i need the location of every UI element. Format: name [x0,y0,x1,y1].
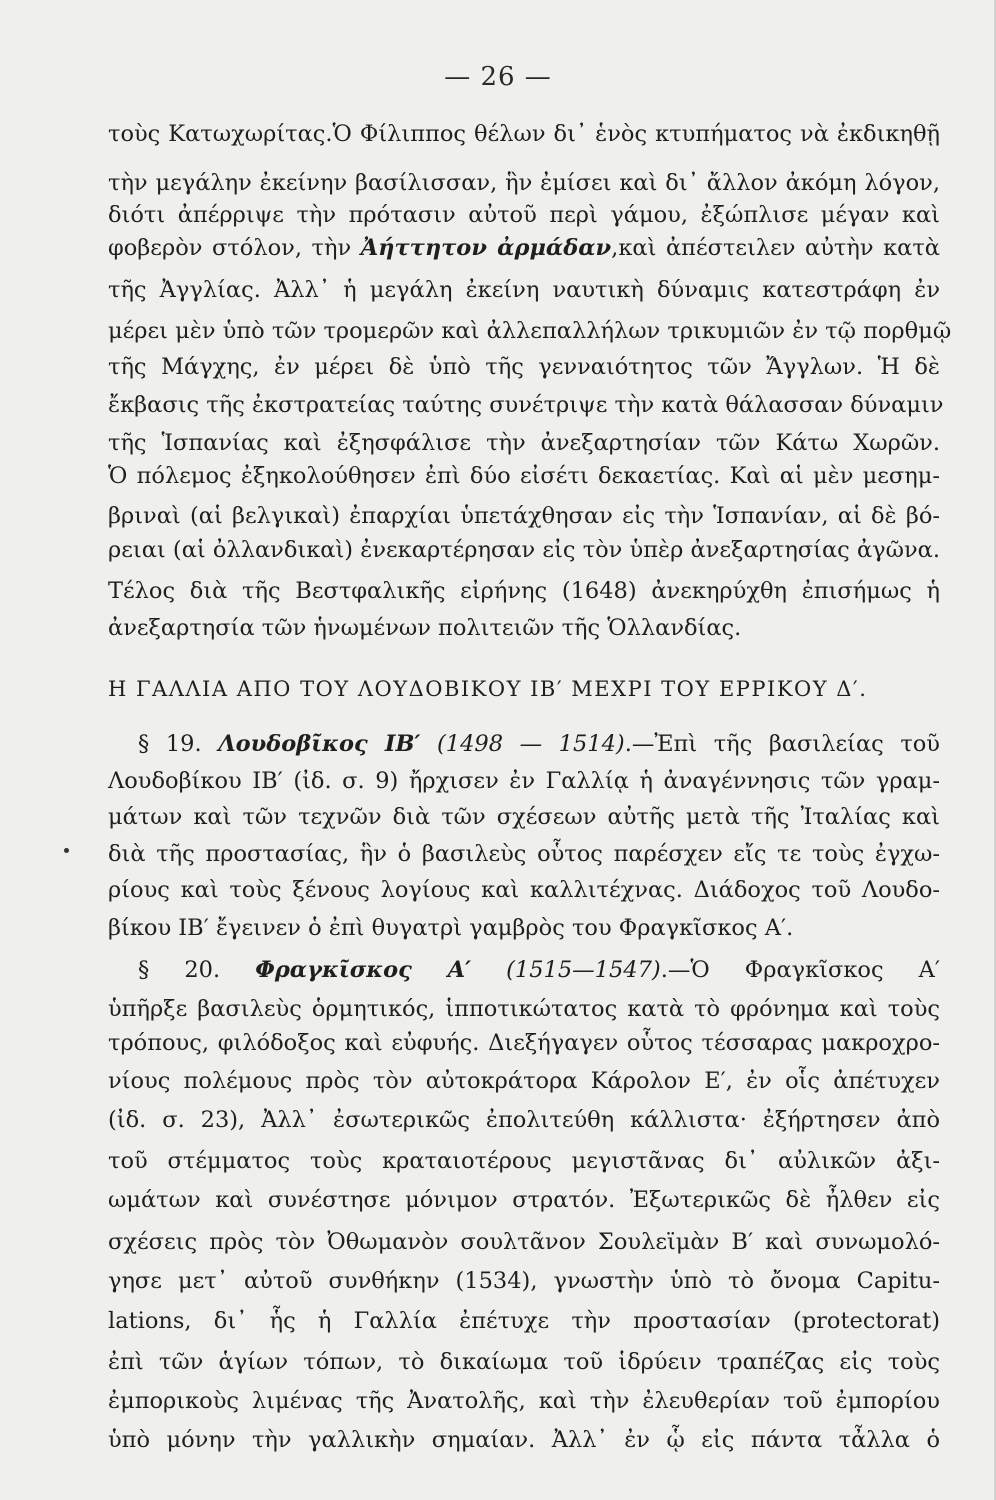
text-line: ἀνεξαρτησία τῶν ἡνωμένων πολιτειῶν τῆς Ὁλλανδίας. [108,615,742,641]
text-line: τοῦ στέμματος τοὺς κραταιοτέρους μεγιστᾶνας δι᾽ αὐλικῶν ἀξι- [108,1148,940,1174]
text-fragment: .—Ὁ Φραγκῖσκος Α′ [660,957,940,983]
text-line: Λουδοβίκου ΙΒ′ (ἰδ. σ. 9) ἤρχισεν ἐν Γαλλίᾳ ἡ ἀναγέννησις τῶν γραμ- [108,768,940,794]
margin-dot [64,848,69,853]
text-line: τὴν μεγάλην ἐκείνην βασίλισσαν, ἣν ἐμίσει καὶ δι᾽ ἄλλον ἀκόμη λόγον, [108,170,940,196]
text-line: διὰ τῆς προστασίας, ἣν ὁ βασιλεὺς οὗτος παρέσχεν εἴς τε τοὺς ἐγχω- [108,841,940,867]
text-line: τρόπους, φιλόδοξος καὶ εὐφυής. Διεξήγαγεν οὗτος τέσσαρας μακροχρο- [108,1030,940,1056]
text-line: lations, δι᾽ ἧς ἡ Γαλλία ἐπέτυχε τὴν προστασίαν (protectorat) [108,1308,940,1334]
text-line: (ἰδ. σ. 23), Ἀλλ᾽ ἐσωτερικῶς ἐπολιτεύθη κάλλιστα· ἐξήρτησεν ἀπὸ [108,1107,940,1133]
text-line: ἔκβασις τῆς ἐκστρατείας ταύτης συνέτριψε τὴν κατὰ θάλασσαν δύναμιν [108,392,944,418]
section-title: Φραγκῖσκος Α′ [255,957,472,983]
text-line: Ὁ πόλεμος ἐξηκολούθησεν ἐπὶ δύο εἰσέτι δεκαετίας. Καὶ αἱ μὲν μεσημ- [108,463,940,489]
text-line: διότι ἀπέρριψε τὴν πρότασιν αὐτοῦ περὶ γάμου, ἐξώπλισε μέγαν καὶ [108,202,940,228]
section-19-first-line [138,728,940,760]
text-line: σχέσεις πρὸς τὸν Ὀθωμανὸν σουλτᾶνον Σουλεϊμὰν Β′ καὶ συνωμολό- [108,1229,940,1255]
text-line: Τέλος διὰ τῆς Βεστφαλικῆς εἰρήνης (1648) ἀνεκηρύχθη ἐπισήμως ἡ [108,578,940,604]
section-mark: § 19. [138,731,202,757]
text-line: ἐπὶ τῶν ἁγίων τόπων, τὸ δικαίωμα τοῦ ἱδρύειν τραπέζας εἰς τοὺς [108,1349,940,1375]
text-line: βίκου ΙΒ′ ἔγεινεν ὁ ἐπὶ θυγατρὶ γαμβρὸς του Φραγκῖσκος Α′. [108,915,794,941]
section-dates: (1498 — 1514) [436,731,625,757]
section-dates: (1515—1547) [506,957,661,983]
text-fragment: ,καὶ ἀπέστειλεν αὐτὴν κατὰ [611,235,940,261]
text-line: γησε μετ᾽ αὐτοῦ συνθήκην (1534), γνωστὴν ὑπὸ τὸ ὄνομα Capitu- [108,1268,940,1294]
text-line: μέρει μὲν ὑπὸ τῶν τρομερῶν καὶ ἀλλεπαλλήλων τρικυμιῶν ἐν τῷ πορθμῷ [108,318,952,344]
text-line: βριναὶ (αἱ βελγικαὶ) ἐπαρχίαι ὑπετάχθησαν εἰς τὴν Ἱσπανίαν, αἱ δὲ βό- [108,503,940,529]
text-fragment: .—Ἐπὶ τῆς βασιλείας τοῦ [624,731,940,757]
text-line: μάτων καὶ τῶν τεχνῶν διὰ τῶν σχέσεων αὐτῆς μετὰ τῆς Ἰταλίας καὶ [108,804,940,830]
text-line: ωμάτων καὶ συνέστησε μόνιμον στρατόν. Ἐξωτερικῶς δὲ ἦλθεν εἰς [108,1187,940,1213]
page-number: — 26 — [444,62,552,92]
text-line: ὑπὸ μόνην τὴν γαλλικὴν σημαίαν. Ἀλλ᾽ ἐν ᾧ εἰς πάντα τἆλλα ὁ [108,1427,940,1453]
section-heading: Η ΓΑΛΛΙΑ ΑΠΟ ΤΟΥ ΛΟΥΔΟΒΙΚΟΥ ΙΒ′ ΜΕΧΡΙ ΤΟΥ ΕΡΡΙΚΟΥ Δ′. [108,677,868,701]
section-mark: § 20. [138,957,221,983]
text-line: τῆς Ἀγγλίας. Ἀλλ᾽ ἡ μεγάλη ἐκείνη ναυτικὴ δύναμις κατεστράφη ἐν [108,277,940,303]
text-line: τῆς Ἱσπανίας καὶ ἐξησφάλισε τὴν ἀνεξαρτησίαν τῶν Κάτω Χωρῶν. [108,430,940,456]
text-line: ρειαι (αἱ ὀλλανδικαὶ) ἐνεκαρτέρησαν εἰς τὸν ὑπὲρ ἀνεξαρτησίας ἀγῶνα. [108,537,940,563]
text-line: ἐμπορικοὺς λιμένας τῆς Ἀνατολῆς, καὶ τὴν ἐλευθερίαν τοῦ ἐμπορίου [108,1388,940,1414]
text-line: νίους πολέμους πρὸς τὸν αὐτοκράτορα Κάρολον Ε′, ἐν οἷς ἀπέτυχεν [108,1068,940,1094]
text-line: ρίους καὶ τοὺς ξένους λογίους καὶ καλλιτέχνας. Διάδοχος τοῦ Λουδο- [108,877,940,903]
section-20-first-line [138,954,940,986]
emphasized-term: Ἀήττητον ἀρμάδαν [360,235,612,261]
text-line-with-emphasis [108,232,940,264]
section-title: Λουδοβῖκος ΙΒ′ [218,731,421,757]
text-line: τῆς Μάγχης, ἐν μέρει δὲ ὑπὸ τῆς γενναιότητος τῶν Ἄγγλων. Ἡ δὲ [108,354,940,380]
text-fragment: φοβερὸν στόλον, τὴν [108,235,361,261]
text-line: ὑπῆρξε βασιλεὺς ὁρμητικός, ἱπποτικώτατος κατὰ τὸ φρόνημα καὶ τοὺς [108,996,940,1022]
text-line: τοὺς Κατωχωρίτας.Ὁ Φίλιππος θέλων δι᾽ ἑνὸς κτυπήματος νὰ ἐκδικηθῇ [108,121,940,147]
